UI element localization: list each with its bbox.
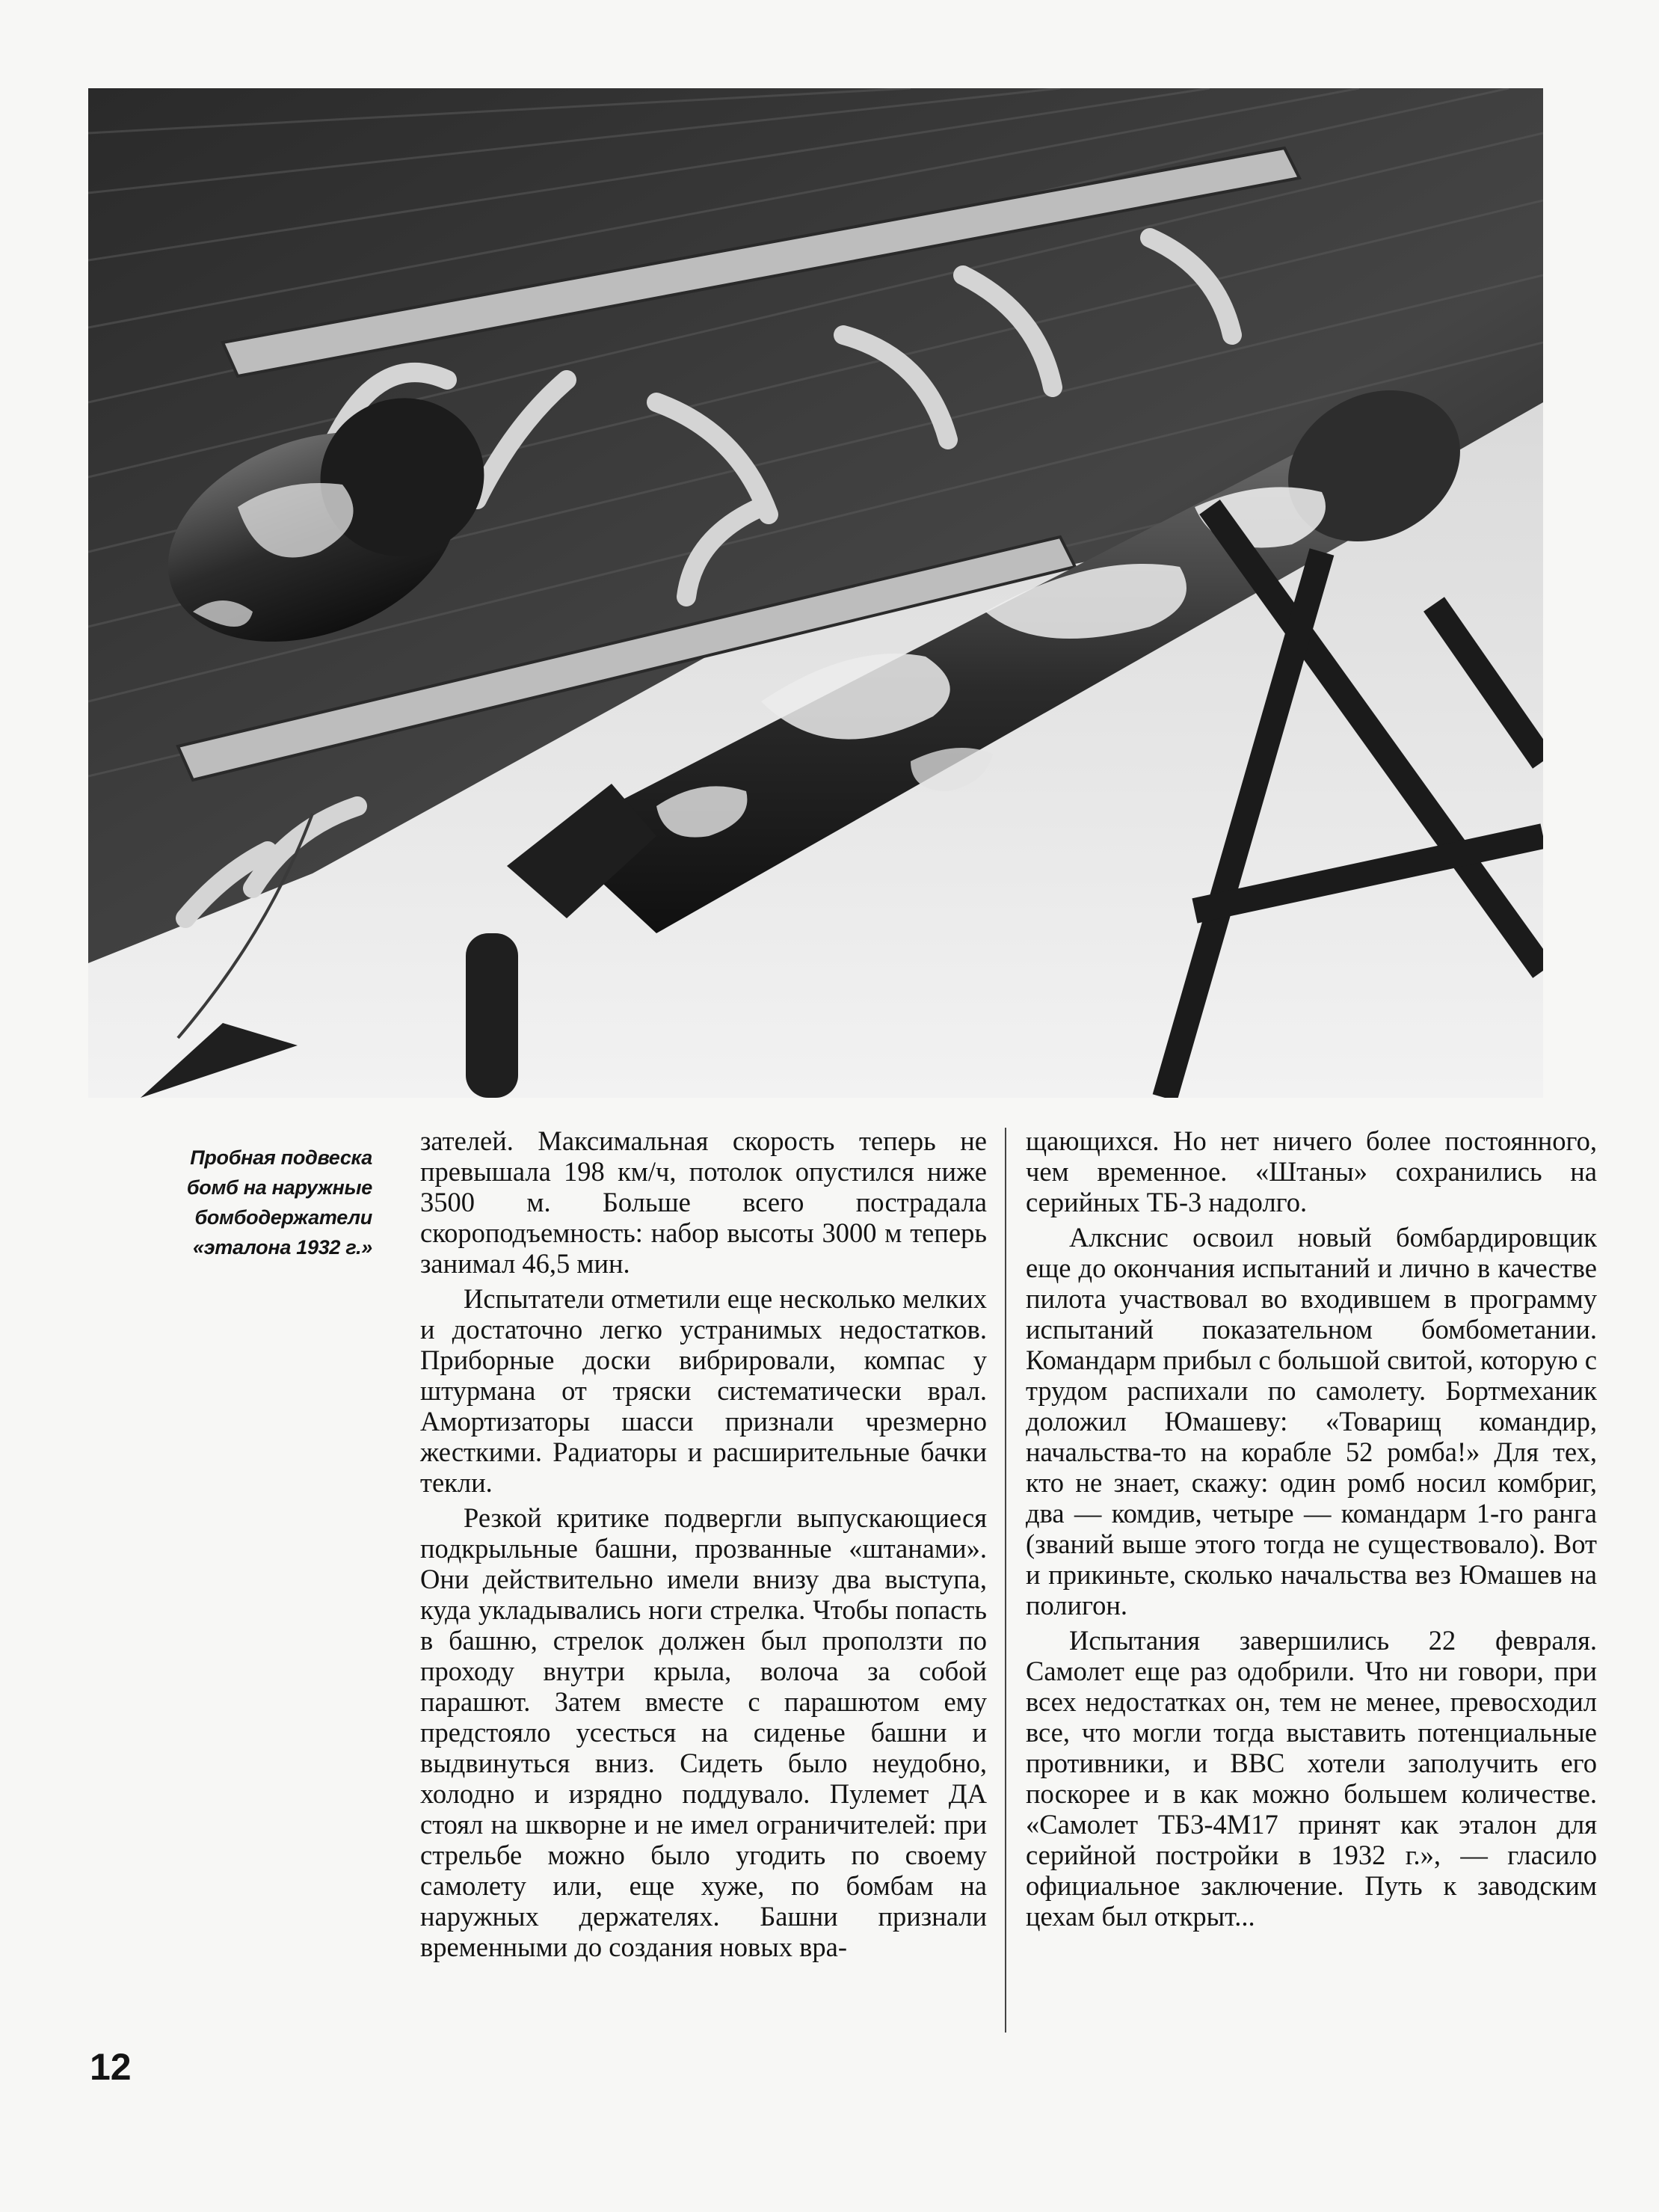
article-column-1 [420, 1125, 987, 1962]
page-number: 12 [90, 2046, 132, 2088]
article-column-2 [1026, 1125, 1597, 1932]
paragraph: зателей. Максимальная скорость теперь не превышала 198 км/ч, потолок опустился ниже 3500 м. Больше всего пострадала скороподъемность: набор высоты 3000 м теперь занимал 46,5 мин. [420, 1125, 987, 1279]
caption-line: «эталона 1932 г.» [192, 1236, 372, 1259]
caption-line: Пробная подвеска [190, 1146, 372, 1169]
column-divider [1005, 1128, 1006, 2033]
paragraph: Испытатели отметили еще несколько мелких и достаточно легко устранимых недостатков. Приборные доски вибрировали, компас у штурмана от тряски систематически врал. Амортизаторы шасси признали чрезмерно жесткими. Радиаторы и расширительные бачки текли. [420, 1283, 987, 1498]
caption-line: бомб на наружные [186, 1176, 372, 1199]
paragraph: Алкснис освоил новый бомбардировщик еще до окончания испытаний и лично в качестве пилота участвовал во входившем в программу испытаний показательном бомбометании. Командарм прибыл с большой свитой, которую с трудом распихали по самолету. Бортмеханик доложил Юмашеву: «Товарищ командир, начальства-то на корабле 52 ромба!» Для тех, кто не знает, скажу: один ромб носил комбриг, два — комдив, четыре — командарм 1-го ранга (званий выше этого тогда не существовало). Вот и прикиньте, сколько начальства вез Юмашев на полигон. [1026, 1222, 1597, 1620]
paragraph: щающихся. Но нет ничего более постоянного, чем временное. «Штаны» сохранились на серийных ТБ-3 надолго. [1026, 1125, 1597, 1217]
paragraph: Испытания завершились 22 февраля. Самолет еще раз одобрили. Что ни говори, при всех недостатках он, тем не менее, превосходил все, что могли тогда выставить потенциальные противники, и ВВС хотели заполучить его поскорее и в как можно большем количестве. «Самолет ТБ3-4М17 принят как эталон для серийной постройки в 1932 г.», — гласило официальное заключение. Путь к заводским цехам был открыт... [1026, 1625, 1597, 1932]
caption-line: бомбодержатели [194, 1206, 372, 1229]
bomb-racks-photo-icon [88, 88, 1543, 1098]
bomb-racks-photo [88, 88, 1543, 1098]
photo-caption [133, 1143, 372, 1262]
paragraph: Резкой критике подвергли выпускающиеся подкрыльные башни, прозванные «штанами». Они действительно имели внизу два выступа, куда укладывались ноги стрелка. Чтобы попасть в башню, стрелок должен был проползти по проходу внутри крыла, волоча за собой парашют. Затем вместе с парашютом ему предстояло усесться на сиденье башни и выдвинуться вниз. Сидеть было неудобно, холодно и изрядно поддувало. Пулемет ДА стоял на шкворне и не имел ограничителей: при стрельбе можно было угодить по своему самолету или, еще хуже, по бомбам на наружных держателях. Башни признали временными до создания новых вра- [420, 1502, 987, 1962]
